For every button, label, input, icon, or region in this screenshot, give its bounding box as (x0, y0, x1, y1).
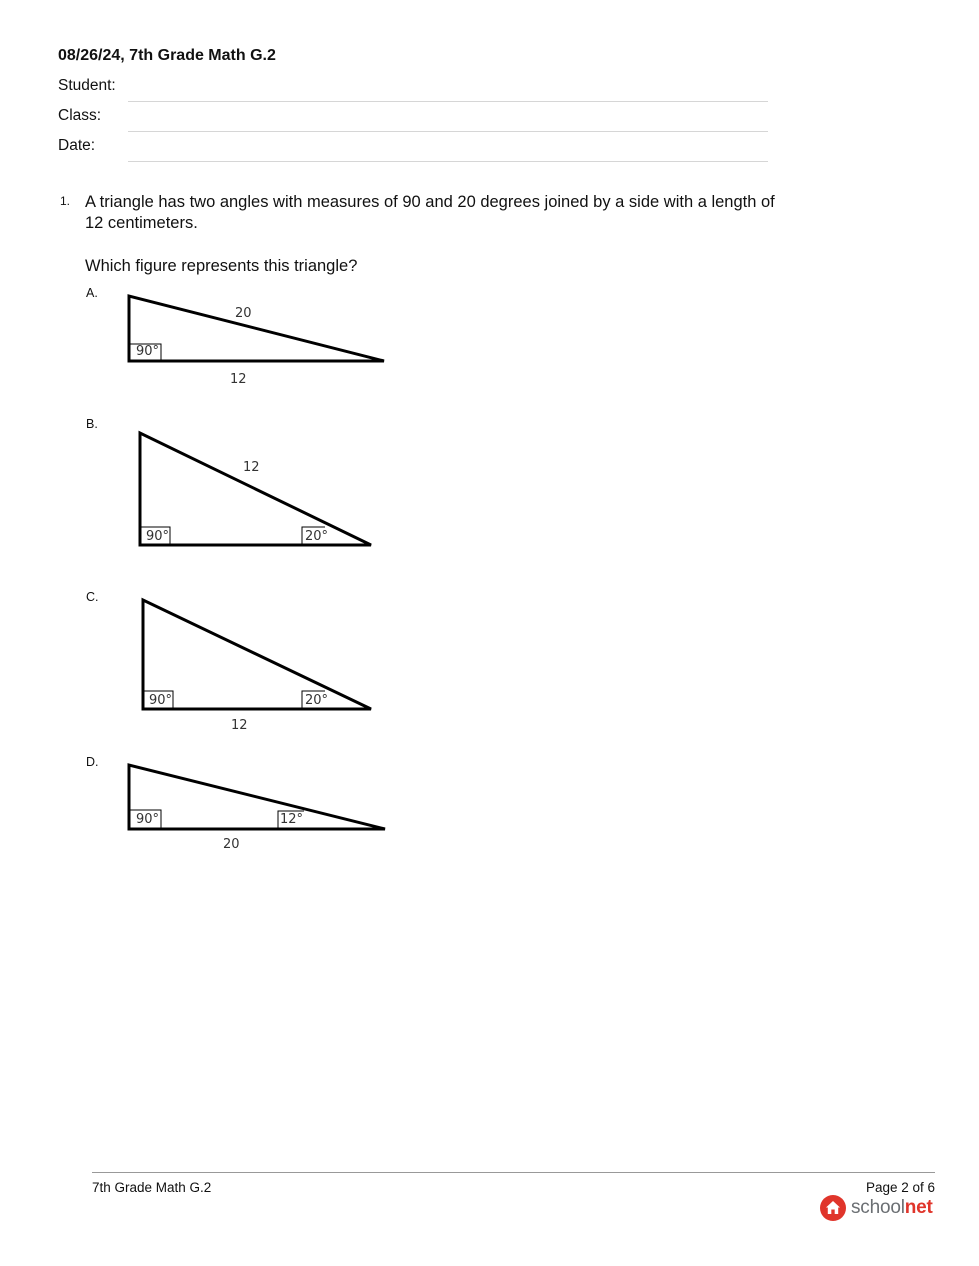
question-prompt: Which figure represents this triangle? (85, 257, 358, 275)
base-label-d: 20 (223, 837, 240, 852)
page-number: Page 2 of 6 (865, 1180, 935, 1195)
option-b-letter[interactable]: B. (86, 417, 98, 431)
option-b-figure[interactable] (130, 425, 380, 555)
option-d-figure[interactable] (120, 757, 395, 857)
hyp-label-a: 20 (235, 306, 252, 321)
class-label: Class: (58, 107, 102, 124)
student-line (128, 101, 768, 102)
logo-net-text: net (904, 1197, 933, 1218)
question-text: A triangle has two angles with measures of 90 and 20 degrees joined by a side with a length of 12 centimeters. (85, 193, 775, 232)
house-icon (820, 1195, 846, 1221)
class-line (128, 131, 768, 132)
angle-label-b-20: 20° (305, 529, 329, 544)
footer-title: 7th Grade Math G.2 (92, 1180, 212, 1195)
angle-label-c-20: 20° (305, 693, 329, 708)
triangle-d (129, 765, 385, 829)
triangle-a (129, 296, 384, 361)
triangle-c (143, 600, 371, 709)
document-title: 08/26/24, 7th Grade Math G.2 (58, 47, 276, 64)
option-d-letter[interactable]: D. (86, 755, 99, 769)
option-c-letter[interactable]: C. (86, 590, 99, 604)
angle-label-d-12: 12° (280, 812, 304, 827)
triangle-b (140, 433, 371, 545)
base-label-c: 12 (231, 718, 248, 733)
option-a-figure[interactable] (120, 288, 395, 393)
option-c-figure[interactable] (133, 592, 383, 732)
date-line (128, 161, 768, 162)
angle-label-b-90: 90° (146, 529, 170, 544)
question-number: 1. (60, 194, 71, 208)
schoolnet-logo (820, 1194, 933, 1222)
angle-label-d-90: 90° (136, 812, 160, 827)
logo-school-text: school (851, 1197, 905, 1218)
base-label-a: 12 (230, 372, 247, 387)
hyp-label-b: 12 (243, 460, 260, 475)
logo-wordmark (851, 1197, 933, 1219)
date-label: Date: (58, 137, 96, 154)
option-a-letter[interactable]: A. (86, 286, 98, 300)
angle-label-a-90: 90° (136, 344, 160, 359)
footer-divider (92, 1172, 935, 1173)
student-label: Student: (58, 77, 116, 94)
angle-label-c-90: 90° (149, 693, 173, 708)
